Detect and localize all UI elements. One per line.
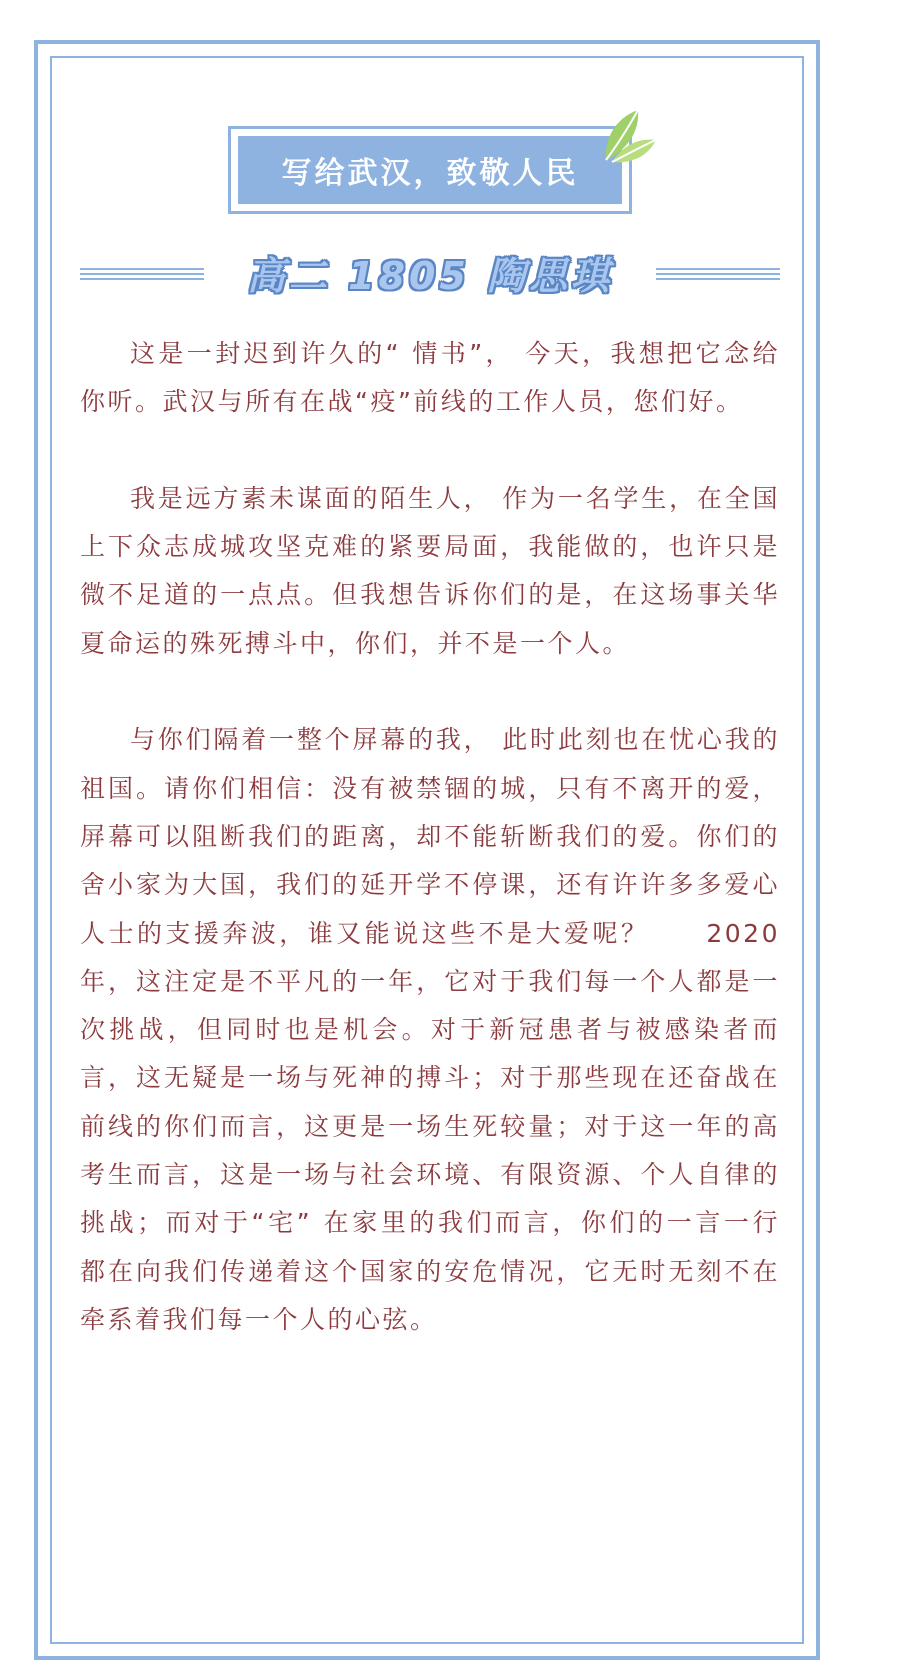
author-subtitle: 高二 1805 陶思琪: [246, 254, 614, 298]
paragraph-3: 与你们隔着一整个屏幕的我， 此时此刻也在忧心我的祖国。请你们相信：没有被禁锢的城，只有不离开的爱，屏幕可以阻断我们的距离，却不能斩断我们的爱。你们的舍小家为大国，我们的延开学不停课，还有许许多多爱心人士的支援奔波，谁又能说这些不是大爱呢？ 2020 年，这注定是不平凡的一年，它对于我们每一个人都是一次挑战，但同时也是机会。对于新冠患者与被感染者而言，这无疑是一场与死神的搏斗；对于那些现在还奋战在前线的你们而言，这更是一场生死较量；对于这一年的高考生而言，这是一场与社会环境、有限资源、个人自律的挑战；而对于“宅” 在家里的我们而言，你们的一言一行都在向我们传递着这个国家的安危情况，它无时无刻不在牵系着我们每一个人的心弦。: [80, 725, 780, 1334]
author-row: [80, 252, 780, 300]
paragraph-2: 我是远方素未谋面的陌生人， 作为一名学生，在全国上下众志成城攻坚克难的紧要局面，我能做的，也许只是微不足道的一点点。但我想告诉你们的是，在这场事关华夏命运的殊死搏斗中，你们，并不是一个人。: [80, 483, 780, 658]
page-title: 写给武汉，致敬人民: [281, 156, 579, 191]
title-banner: [238, 136, 622, 204]
title-box: [228, 126, 632, 214]
right-divider-lines: [656, 268, 780, 282]
letter-body: [80, 330, 780, 1393]
paragraph-1: 这是一封迟到许久的“ 情书”， 今天，我想把它念给你听。武汉与所有在战“疫”前线的工作人员，您们好。: [80, 339, 780, 417]
leaf-icon: [598, 104, 660, 166]
